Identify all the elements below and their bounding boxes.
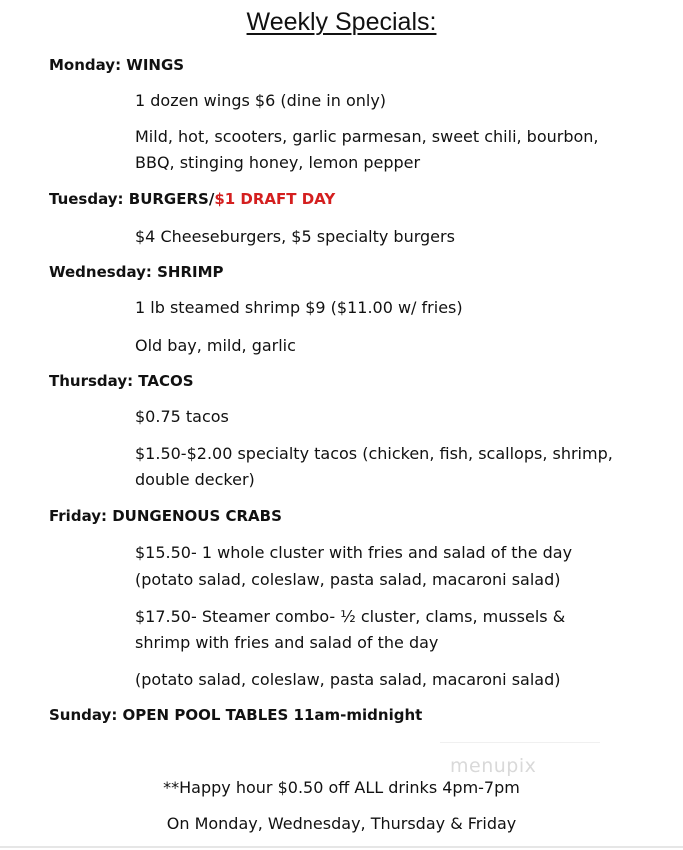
- page-title-text: Weekly Specials:: [246, 8, 437, 36]
- menu-item: 1 dozen wings $6 (dine in only): [135, 91, 387, 110]
- happy-hour-note: **Happy hour $0.50 off ALL drinks 4pm-7pm: [163, 778, 520, 797]
- menu-item: (potato salad, coleslaw, pasta salad, macaroni salad): [135, 670, 561, 689]
- menu-item: double decker): [135, 470, 255, 489]
- menu-item: Old bay, mild, garlic: [135, 336, 296, 355]
- menu-item: $4 Cheeseburgers, $5 specialty burgers: [135, 227, 455, 246]
- day-heading-friday: Friday: DUNGENOUS CRABS: [49, 507, 282, 525]
- menu-item: $0.75 tacos: [135, 407, 229, 426]
- menu-item: 1 lb steamed shrimp $9 ($11.00 w/ fries): [135, 298, 463, 317]
- day-heading-monday: Monday: WINGS: [49, 56, 185, 74]
- page-title: [0, 4, 683, 40]
- menu-item: $15.50- 1 whole cluster with fries and salad of the day: [135, 543, 573, 562]
- day-heading-wednesday: Wednesday: SHRIMP: [49, 263, 224, 281]
- menu-item: $17.50- Steamer combo- ½ cluster, clams, mussels &: [135, 607, 566, 626]
- day-heading-tuesday: [49, 188, 335, 210]
- menu-item: (potato salad, coleslaw, pasta salad, macaroni salad): [135, 570, 561, 589]
- day-heading-thursday: Thursday: TACOS: [49, 372, 194, 390]
- happy-hour-days: On Monday, Wednesday, Thursday & Friday: [166, 814, 517, 833]
- watermark-rule: [440, 742, 600, 743]
- menu-item: $1.50-$2.00 specialty tacos (chicken, fish, scallops, shrimp,: [135, 444, 613, 463]
- day-heading-tuesday-label: Tuesday: BURGERS/: [49, 190, 215, 208]
- menu-item: Mild, hot, scooters, garlic parmesan, sweet chili, bourbon,: [135, 127, 599, 146]
- day-heading-sunday: Sunday: OPEN POOL TABLES 11am-midnight: [49, 706, 423, 724]
- watermark-logo: menupix: [450, 755, 537, 777]
- bottom-divider: [0, 846, 683, 848]
- draft-day-highlight: $1 DRAFT DAY: [214, 190, 336, 208]
- menu-item: BBQ, stinging honey, lemon pepper: [135, 153, 421, 172]
- menu-item: shrimp with fries and salad of the day: [135, 633, 439, 652]
